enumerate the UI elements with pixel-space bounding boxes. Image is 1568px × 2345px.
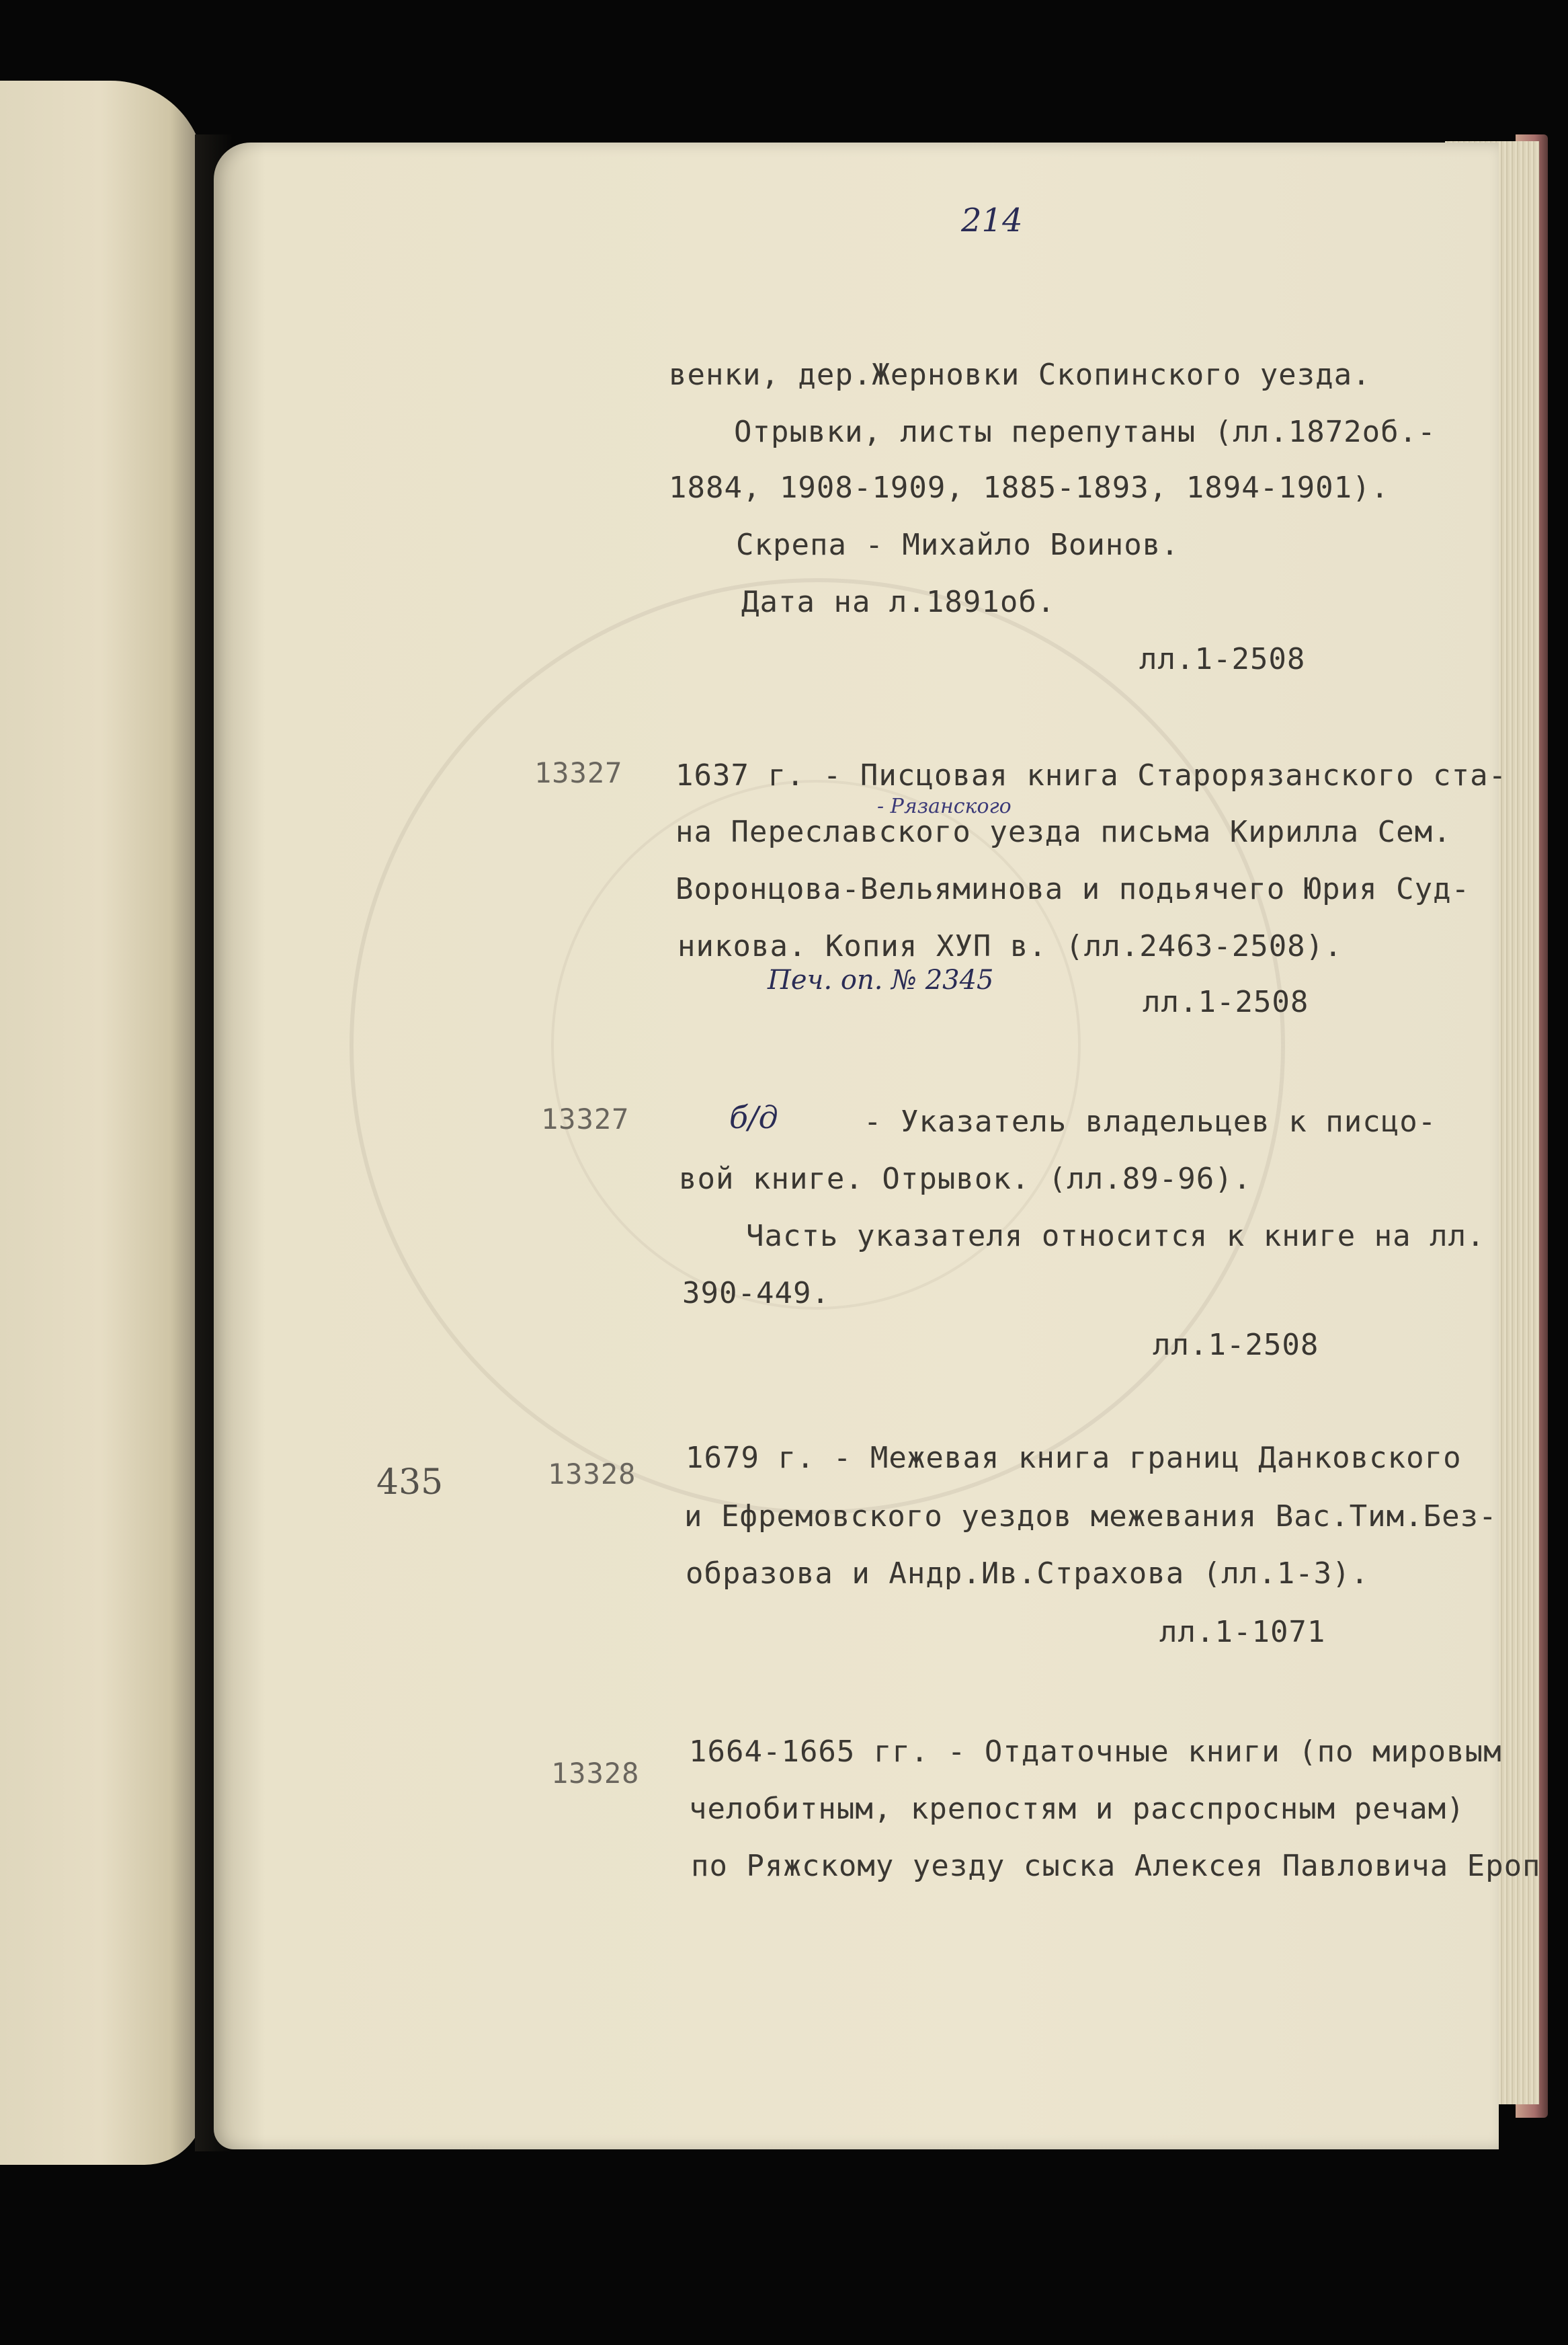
cont-line-4: Скрепа - Михайло Воинов. bbox=[736, 528, 1180, 562]
entry-2-line-1: - Указатель владельцев к писцо- bbox=[864, 1105, 1437, 1139]
entry-2-folios: лл.1-2508 bbox=[1153, 1328, 1319, 1362]
entry-1-line-4: никова. Копия XУП в. (лл.2463-2508). bbox=[677, 929, 1343, 963]
entry-2-line-4: 390-449. bbox=[682, 1276, 830, 1310]
entry-3-line-3: образова и Андр.Ив.Страхова (лл.1-3). bbox=[686, 1556, 1370, 1591]
cont-line-3: 1884, 1908-1909, 1885-1893, 1894-1901). bbox=[669, 471, 1390, 505]
entry-3-line-2: и Ефремовского уездов межевания Вас.Тим.Без- bbox=[684, 1499, 1497, 1534]
margin-number-handwritten: 435 bbox=[376, 1462, 444, 1503]
entry-2-line-3: Часть указателя относится к книге на лл. bbox=[746, 1219, 1485, 1253]
insert-word-handwritten: - Рязанского bbox=[877, 795, 1012, 818]
cont-folios: лл.1-2508 bbox=[1139, 642, 1306, 676]
entry-4-line-1: 1664-1665 гг. - Отдаточные книги (по мировым bbox=[689, 1735, 1502, 1769]
no-date-handwritten: б/д bbox=[729, 1099, 778, 1136]
entry-2-number: 13327 bbox=[541, 1103, 630, 1136]
entry-4-line-2: челобитным, крепостям и расспросным речам) bbox=[689, 1792, 1465, 1826]
entry-1-folios: лл.1-2508 bbox=[1143, 985, 1309, 1019]
cont-line-5: Дата на л.1891об. bbox=[741, 585, 1056, 619]
print-ref-handwritten: Печ. оп. № 2345 bbox=[768, 965, 994, 996]
entry-1-line-1: 1637 г. - Писцовая книга Старорязанского ста- bbox=[675, 758, 1508, 793]
cont-line-2: Отрывки, листы перепутаны (лл.1872об.- bbox=[734, 415, 1436, 449]
entry-2-line-2: вой книге. Отрывок. (лл.89-96). bbox=[679, 1162, 1252, 1196]
entry-3-number: 13328 bbox=[548, 1458, 636, 1491]
entry-1-line-2: на Переславского уезда письма Кирилла Сем. bbox=[675, 815, 1452, 849]
left-page bbox=[0, 81, 205, 2165]
cont-line-1: венки, дер.Жерновки Скопинского уезда. bbox=[669, 358, 1371, 392]
page-number: 214 bbox=[961, 202, 1023, 239]
entry-4-line-3: по Ряжскому уезду сыска Алексея Павловича Ероп bbox=[691, 1849, 1541, 1883]
entry-1-line-3: Воронцова-Вельяминова и подьячего Юрия Суд- bbox=[675, 872, 1471, 906]
entry-3-folios: лл.1-1071 bbox=[1159, 1615, 1326, 1649]
entry-1-number: 13327 bbox=[534, 756, 623, 789]
entry-3-line-1: 1679 г. - Межевая книга границ Данковского bbox=[686, 1441, 1462, 1475]
entry-4-number: 13328 bbox=[551, 1757, 640, 1790]
